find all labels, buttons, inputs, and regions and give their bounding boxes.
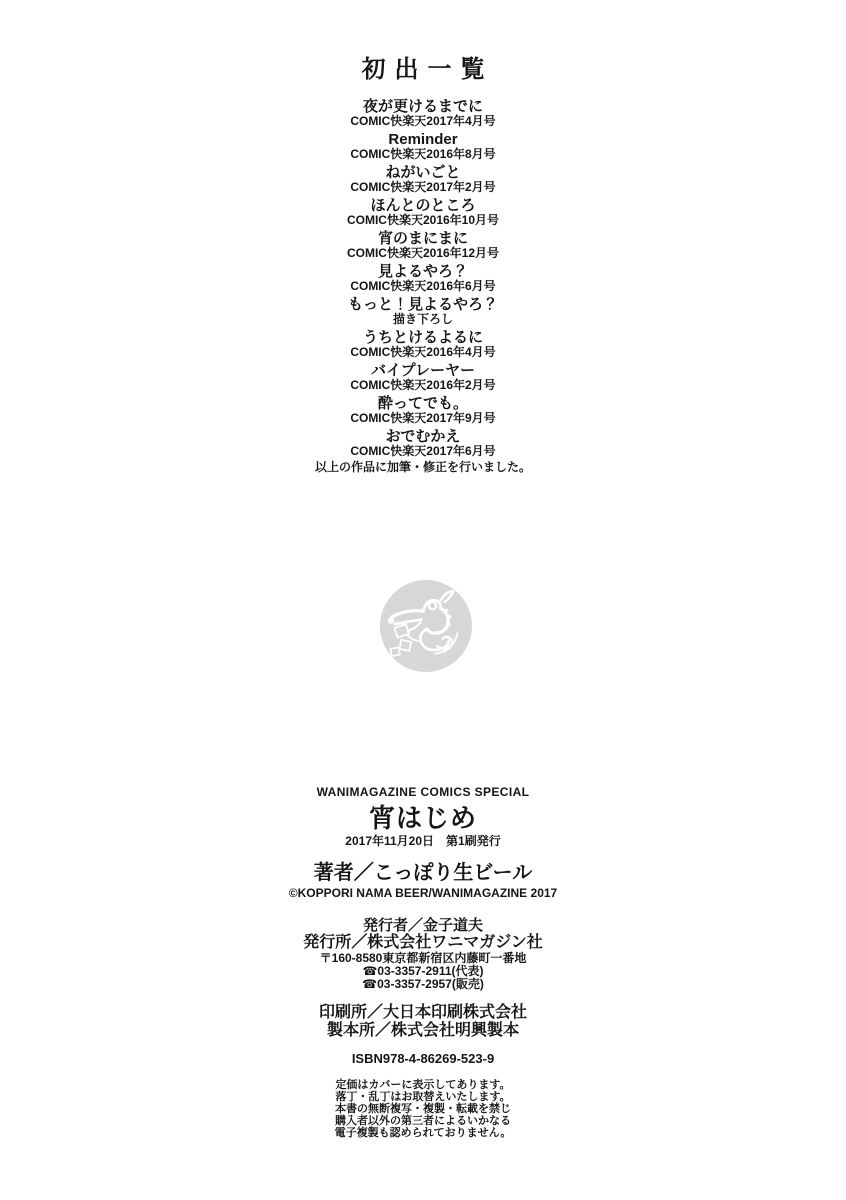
work-source: COMIC快楽天2016年12月号 [346, 246, 500, 260]
notice-line: 電子複製も認められておりません。 [334, 1127, 512, 1139]
list-item [0, 262, 846, 295]
work-title: 夜が更けるまでに [362, 98, 483, 115]
work-source: COMIC快楽天2017年9月号 [350, 411, 496, 425]
binder-line: 製本所／株式会社明興製本 [326, 1022, 519, 1039]
series-label: WANIMAGAZINE COMICS SPECIAL [316, 785, 530, 799]
printer-line: 印刷所／大日本印刷株式会社 [318, 1004, 527, 1021]
work-title: うちとけるよるに [362, 329, 483, 346]
legal-notice [0, 1079, 846, 1139]
crocodile-icon [380, 580, 472, 672]
first-publication-title: 初出一覧 [361, 56, 494, 83]
list-item [0, 361, 846, 394]
notice-line: 定価はカバーに表示してあります。 [335, 1079, 511, 1091]
wanimagazine-crocodile-logo [380, 580, 472, 672]
work-title: 宵のまにまに [377, 230, 468, 247]
publisher-person: 発行者／金子道夫 [362, 917, 483, 934]
list-item [0, 163, 846, 196]
work-source: COMIC快楽天2016年2月号 [350, 378, 496, 392]
work-source: COMIC快楽天2016年6月号 [350, 279, 496, 293]
isbn: ISBN978-4-86269-523-9 [351, 1051, 495, 1066]
copyright-line: ©KOPPORI NAMA BEER/WANIMAGAZINE 2017 [288, 886, 558, 900]
work-title: 酔ってでも。 [377, 395, 468, 412]
work-source: COMIC快楽天2017年4月号 [350, 114, 496, 128]
work-source: COMIC快楽天2016年10月号 [346, 213, 500, 227]
list-item [0, 97, 846, 130]
work-title: 見よるやろ？ [377, 263, 468, 280]
work-source: 描き下ろし [392, 312, 453, 326]
print-date: 2017年11月20日 第1刷発行 [345, 834, 501, 848]
book-title: 宵はじめ [368, 803, 477, 833]
publisher-address: 〒160-8580東京都新宿区内藤町一番地 [319, 951, 527, 965]
revision-note: 以上の作品に加筆・修正を行いました。 [314, 460, 531, 474]
telephone-main: ☎03-3357-2911(代表) [362, 964, 484, 978]
list-item [0, 427, 846, 460]
telephone-sales: ☎03-3357-2957(販売) [362, 977, 484, 991]
work-source: COMIC快楽天2016年4月号 [350, 345, 496, 359]
work-title: ほんとのところ [370, 197, 476, 214]
list-item [0, 394, 846, 427]
list-item [0, 295, 846, 328]
work-title: バイプレーヤー [371, 362, 475, 379]
work-title: もっと！見よるやろ？ [347, 296, 498, 313]
author-line: 著者／こっぽり生ビール [313, 862, 533, 884]
work-source: COMIC快楽天2017年6月号 [350, 444, 496, 458]
work-title: ねがいごと [385, 164, 461, 181]
notice-line: 購入者以外の第三者によるいかなる [335, 1115, 511, 1127]
notice-line: 本書の無断複写・複製・転載を禁じ [335, 1103, 511, 1115]
list-item [0, 130, 846, 163]
work-source: COMIC快楽天2017年2月号 [350, 180, 496, 194]
list-item [0, 229, 846, 262]
list-item [0, 328, 846, 361]
work-source: COMIC快楽天2016年8月号 [350, 147, 496, 161]
work-title: おでむかえ [385, 428, 461, 445]
list-item [0, 196, 846, 229]
publisher-company: 発行所／株式会社ワニマガジン社 [303, 934, 543, 951]
work-title: Reminder [388, 131, 458, 148]
first-publication-list [0, 97, 846, 460]
notice-line: 落丁・乱丁はお取替えいたします。 [335, 1091, 511, 1103]
